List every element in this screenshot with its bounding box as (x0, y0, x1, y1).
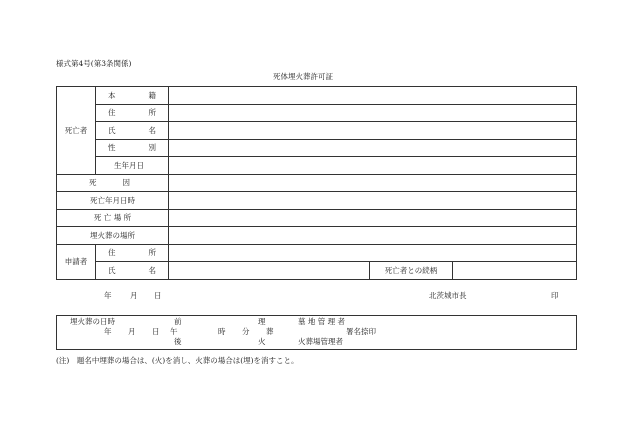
record-after: 後 (174, 337, 182, 346)
applicant-group-label: 申請者 (57, 244, 96, 279)
record-date-label: 埋火葬の日時 (70, 317, 115, 326)
cemetery-manager-label: 墓 地 管 理 者 (298, 317, 346, 326)
permit-form-table (56, 86, 577, 280)
form-number: 様式第4号(第3条関係) (56, 59, 132, 68)
crematorium-manager-label: 火葬場管理者 (298, 337, 343, 346)
form-title: 死体埋火葬許可証 (273, 72, 333, 81)
record-day: 日 (152, 327, 160, 336)
deceased-group-label: 死亡者 (57, 87, 96, 175)
death-datetime-field[interactable] (169, 192, 577, 210)
applicant-address-field[interactable] (169, 244, 577, 262)
deceased-name-field[interactable] (169, 122, 577, 140)
record-mae: 前 (174, 317, 182, 326)
record-ri: 理 (258, 317, 266, 326)
footnote: (注) 題名中埋葬の場合は、(火)を消し、火葬の場合は(埋)を消すこと。 (56, 356, 299, 365)
record-month: 月 (128, 327, 136, 336)
record-hour: 時 (218, 327, 226, 336)
relation-label: 死亡者との続柄 (370, 262, 453, 280)
burial-place-field[interactable] (169, 227, 577, 245)
record-ka: 火 (258, 337, 266, 346)
death-place-field[interactable] (169, 209, 577, 227)
issue-month: 月 (130, 291, 138, 300)
mayor-label: 北茨城市長 (429, 291, 467, 300)
deceased-birthdate-field[interactable] (169, 157, 577, 175)
burial-place-label: 埋火葬の場所 (57, 227, 169, 245)
record-go: 午 (170, 327, 178, 336)
record-so: 葬 (266, 327, 274, 336)
issue-year: 年 (104, 291, 112, 300)
record-min: 分 (242, 327, 250, 336)
deceased-row-gender: 性 別 (96, 139, 169, 157)
seal-mark: 印 (551, 291, 559, 300)
applicant-name-field[interactable] (169, 262, 370, 280)
deceased-address-field[interactable] (169, 104, 577, 122)
honseki-field[interactable] (169, 87, 577, 105)
cause-of-death-field[interactable] (169, 174, 577, 192)
death-datetime-label: 死亡年月日時 (57, 192, 169, 210)
relation-field[interactable] (453, 262, 577, 280)
cause-of-death-label: 死 因 (57, 174, 169, 192)
applicant-row-address: 住 所 (96, 244, 169, 262)
deceased-row-address: 住 所 (96, 104, 169, 122)
death-place-label: 死 亡 場 所 (57, 209, 169, 227)
issue-day: 日 (154, 291, 162, 300)
deceased-row-birthdate: 生年月日 (96, 157, 169, 175)
deceased-gender-field[interactable] (169, 139, 577, 157)
signature-seal-label: 署名捺印 (346, 327, 376, 336)
record-year: 年 (104, 327, 112, 336)
applicant-row-name: 氏 名 (96, 262, 169, 280)
deceased-row-name: 氏 名 (96, 122, 169, 140)
deceased-row-honseki: 本 籍 (96, 87, 169, 105)
